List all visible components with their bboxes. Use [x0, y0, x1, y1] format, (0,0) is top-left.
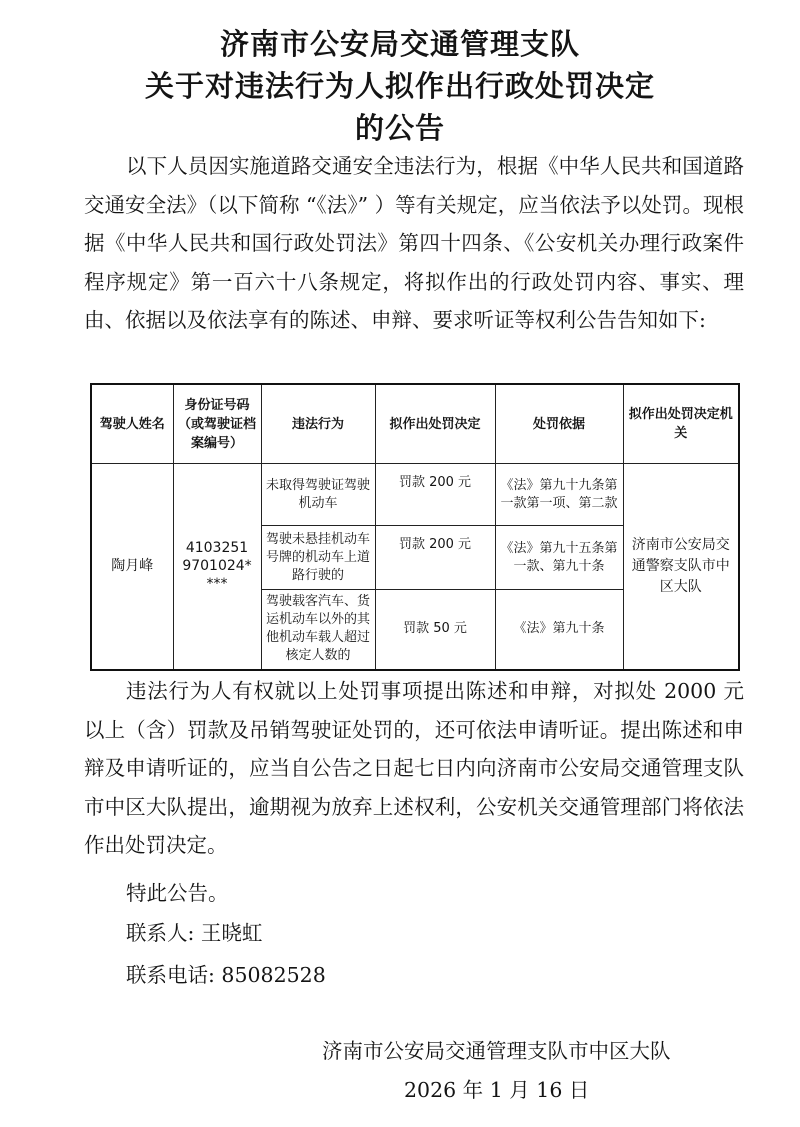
signature-org: 济南市公安局交通管理支队市中区大队 — [322, 1039, 671, 1063]
header-name: 驾驶人姓名 — [91, 384, 173, 464]
notice-paragraph: 违法行为人有权就以上处罚事项提出陈述和申辩，对拟处 2000 元以上（含）罚款及吊销驾驶证处罚的，还可依法申请听证。提出陈述和申辩及申请听证的，应当自公告之日起七日内向济南市公安局交通管理支队市中区大队提出，逾期视为放弃上述权利，公安机关交通管理部门将依法作出处罚决定。 — [84, 679, 744, 857]
signature-date: 2026 年 1 月 16 日 — [404, 1078, 590, 1102]
title-line-1: 济南市公安局交通管理支队 — [219, 27, 580, 61]
violation-cell: 未取得驾驶证驾驶机动车 — [261, 464, 375, 526]
header-basis: 处罚依据 — [495, 384, 623, 464]
intro-paragraph: 以下人员因实施道路交通安全违法行为，根据《中华人民共和国道路交通安全法》（以下简称 “《法》” ）等有关规定，应当依法予以处罚。现根据《中华人民共和国行政处罚法》第四十四条、《公安机关办理行政案件程序规定》第一百六十八条规定，将拟作出的行政处罚内容、事实、理由、依据以及依法享有的陈述、申辩、要求听证等权利公告告知如下: — [84, 154, 744, 332]
basis-cell: 《法》第九十条 — [495, 590, 623, 670]
title-line-3: 的公告 — [354, 111, 445, 145]
table-header-row — [91, 384, 739, 464]
id-number: 41032519701024**** — [173, 464, 261, 670]
authority-cell: 济南市公安局交通警察支队市中区大队 — [623, 464, 739, 670]
header-violation: 违法行为 — [261, 384, 375, 464]
table-row — [91, 464, 739, 526]
decision-cell: 罚款 50 元 — [375, 590, 495, 670]
header-id: 身份证号码（或驾驶证档案编号） — [173, 384, 261, 464]
contact-phone: 联系电话: 85082528 — [126, 963, 326, 987]
violation-cell: 驾驶载客汽车、货运机动车以外的其他机动车载人超过核定人数的 — [261, 590, 375, 670]
decision-cell: 罚款 200 元 — [375, 464, 495, 526]
violation-cell: 驾驶未悬挂机动车号牌的机动车上道路行驶的 — [261, 526, 375, 590]
closing-text: 特此公告。 — [126, 881, 229, 905]
basis-cell: 《法》第九十五条第一款、第九十条 — [495, 526, 623, 590]
header-decision: 拟作出处罚决定 — [375, 384, 495, 464]
contact-person: 联系人: 王晓虹 — [126, 921, 263, 945]
basis-cell: 《法》第九十九条第一款第一项、第二款 — [495, 464, 623, 526]
penalty-table — [90, 383, 740, 671]
driver-name: 陶月峰 — [91, 464, 173, 670]
title-line-2: 关于对违法行为人拟作出行政处罚决定 — [144, 69, 655, 103]
decision-cell: 罚款 200 元 — [375, 526, 495, 590]
header-authority: 拟作出处罚决定机关 — [623, 384, 739, 464]
